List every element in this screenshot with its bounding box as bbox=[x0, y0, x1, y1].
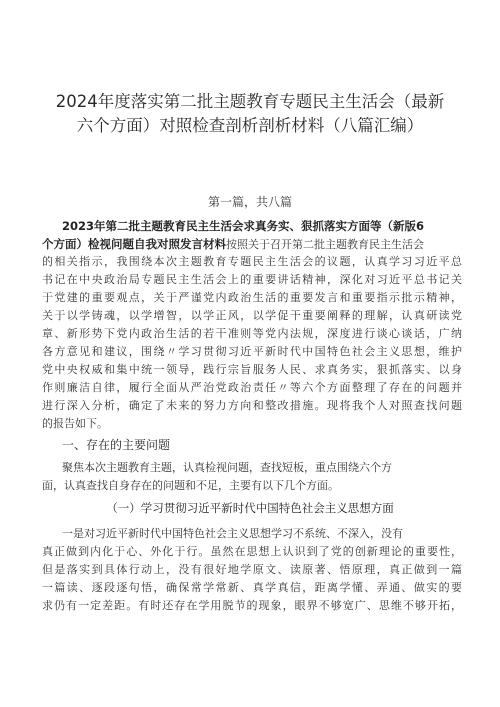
document-title bbox=[40, 90, 460, 138]
body-line: 一是对习近平新时代中国特色社会主义思想学习不系统、不深入，没有 bbox=[62, 527, 403, 540]
subheading-study: （一）学习贯彻习近平新时代中国特色社会主义思想方面 bbox=[106, 501, 394, 515]
article-title-line-1: 2023年第二批主题教育民主生活会求真务实、狠抓落实方面等（新版6 bbox=[62, 219, 425, 233]
body-line: 于党建的重要观点，关于严谨党内政治生活的重要发言和重要指示批示精神， bbox=[42, 291, 462, 304]
article-line-1-rest: 按照关于召开第二批主题教育民主生活会 bbox=[226, 238, 424, 251]
body-line: 书记在中央政治局专题民主生活会上的重要讲话精神，深化对习近平总书记关 bbox=[42, 273, 462, 286]
document-title-line-2: 六个方面）对照检查剖析剖析材料（八篇汇编） bbox=[76, 116, 424, 135]
body-line: 但是落实到具体行动上，没有很好地学原文、读原著、悟原理，真正做到一篇 bbox=[42, 563, 462, 576]
body-line: 的报告如下。 bbox=[42, 417, 108, 430]
document-title-line-1: 2024年度落实第二批主题教育专题民主生活会（最新 bbox=[55, 92, 445, 111]
article-title-bold: 个方面）检视问题自我对照发言材料 bbox=[42, 237, 226, 251]
body-line: 求仍有一定差距。有时还存在学用脱节的现象，眼界不够宽广、思维不够开拓， bbox=[42, 599, 462, 612]
body-line: 党中央权威和集中统一领导，践行宗旨服务人民、求真务实，狠抓落实、以身 bbox=[42, 363, 462, 376]
body-line: 的相关指示，我围绕本次主题教育专题民主生活会的议题，认真学习习近平总 bbox=[42, 255, 462, 268]
body-line: 聚焦本次主题教育主题，认真检视问题，查找短板，重点围绕六个方 bbox=[62, 461, 392, 474]
body-line: 进行深入分析，确定了未来的努力方向和整改措施。现将我个人对照查找问题 bbox=[42, 399, 462, 412]
body-line: 真正做到内化于心、外化于行。虽然在思想上认识到了党的创新理论的重要性， bbox=[42, 545, 462, 558]
body-line: 面，认真查找自身存在的问题和不足，主要有以下几个方面。 bbox=[42, 479, 339, 492]
body-line: 章、新形势下党内政治生活的若干准则等党内法规，深度进行谈心谈话，广纳 bbox=[42, 327, 462, 340]
body-line: 各方意见和建议，围绕〃学习贯彻习近平新时代中国特色社会主义思想，维护 bbox=[42, 345, 462, 358]
article-title-line-2 bbox=[42, 236, 462, 253]
section-label: 第一篇，共八篇 bbox=[207, 195, 292, 209]
body-line: 作则廉洁自律，履行全面从严治党政治责任〃等六个方面整理了存在的问题并 bbox=[42, 381, 462, 394]
body-line: 一篇读、逐段逐句悟，确保常学常新、真学真信，距离学懂、弄通、做实的要 bbox=[42, 581, 462, 594]
body-line: 关于以学铸魂，以学增智，以学正风，以学促干重要阐释的理解，认真研读党 bbox=[42, 309, 462, 322]
heading-main-problems: 一、存在的主要问题 bbox=[62, 438, 171, 452]
